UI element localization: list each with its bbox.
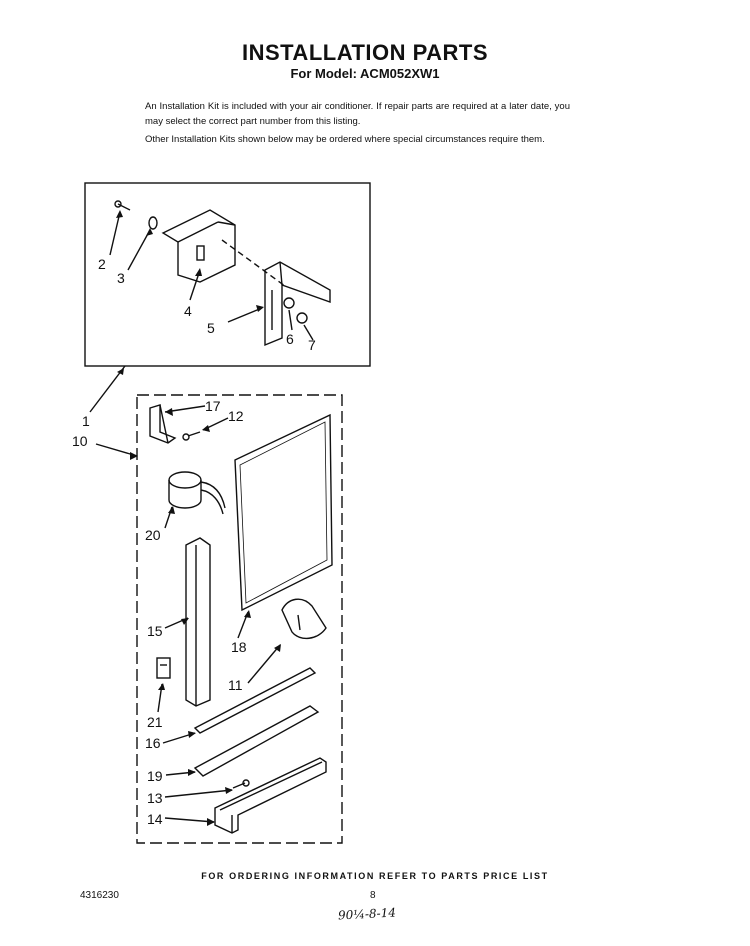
page-title: INSTALLATION PARTS — [241, 40, 489, 65]
intro-paragraph-1: An Installation Kit is included with your air conditioner. If repair parts are required at a later date, you may select the correct part number from this listing. — [145, 101, 570, 127]
callout-13: 13 — [147, 790, 163, 806]
foam-strip-part-19 — [195, 706, 318, 776]
block-part-21 — [157, 658, 170, 678]
callout-3: 3 — [117, 270, 125, 286]
callout-17: 17 — [205, 398, 221, 414]
support-bracket-part-5 — [265, 262, 330, 345]
callout-15: 15 — [147, 623, 163, 639]
callout-16: 16 — [145, 735, 161, 751]
upper-kit-frame — [85, 183, 370, 366]
filter-panel-part-18 — [235, 415, 332, 610]
lower-kit-frame — [137, 395, 342, 843]
callout-2: 2 — [98, 256, 106, 272]
callout-18: 18 — [231, 639, 247, 655]
washer-part-3 — [149, 217, 157, 229]
intro-paragraph-2: Other Installation Kits shown below may be ordered where special circumstances require them. — [145, 134, 545, 145]
callout-4: 4 — [184, 303, 192, 319]
callout-11: 11 — [228, 677, 243, 693]
callout-12: 12 — [228, 408, 244, 424]
callout-20: 20 — [145, 527, 161, 543]
callout-5: 5 — [207, 320, 215, 336]
washer-part-6 — [284, 298, 294, 308]
callout-21: 21 — [147, 714, 163, 730]
callout-7: 7 — [308, 337, 316, 353]
page-number: 8 — [370, 890, 376, 901]
callout-14: 14 — [147, 811, 163, 827]
screw-part-2 — [115, 201, 130, 210]
document-part-number: 4316230 — [80, 890, 119, 901]
model-subtitle: For Model: ACM052XW1 — [290, 66, 440, 81]
ordering-note: FOR ORDERING INFORMATION REFER TO PARTS PRICE LIST — [201, 871, 549, 881]
callout-6: 6 — [286, 331, 294, 347]
tape-roll-part-20 — [169, 472, 225, 514]
sill-angle-part-14 — [215, 758, 326, 833]
nut-part-7 — [297, 313, 307, 323]
callout-10: 10 — [72, 433, 88, 449]
screw-part-13 — [233, 780, 249, 788]
screw-part-12 — [183, 432, 200, 440]
clip-part-11 — [282, 599, 326, 638]
callout-1: 1 — [82, 413, 90, 429]
channel-part-15 — [186, 538, 210, 706]
handwritten-note: 90¼-8-14 — [337, 905, 397, 923]
callout-19: 19 — [147, 768, 163, 784]
